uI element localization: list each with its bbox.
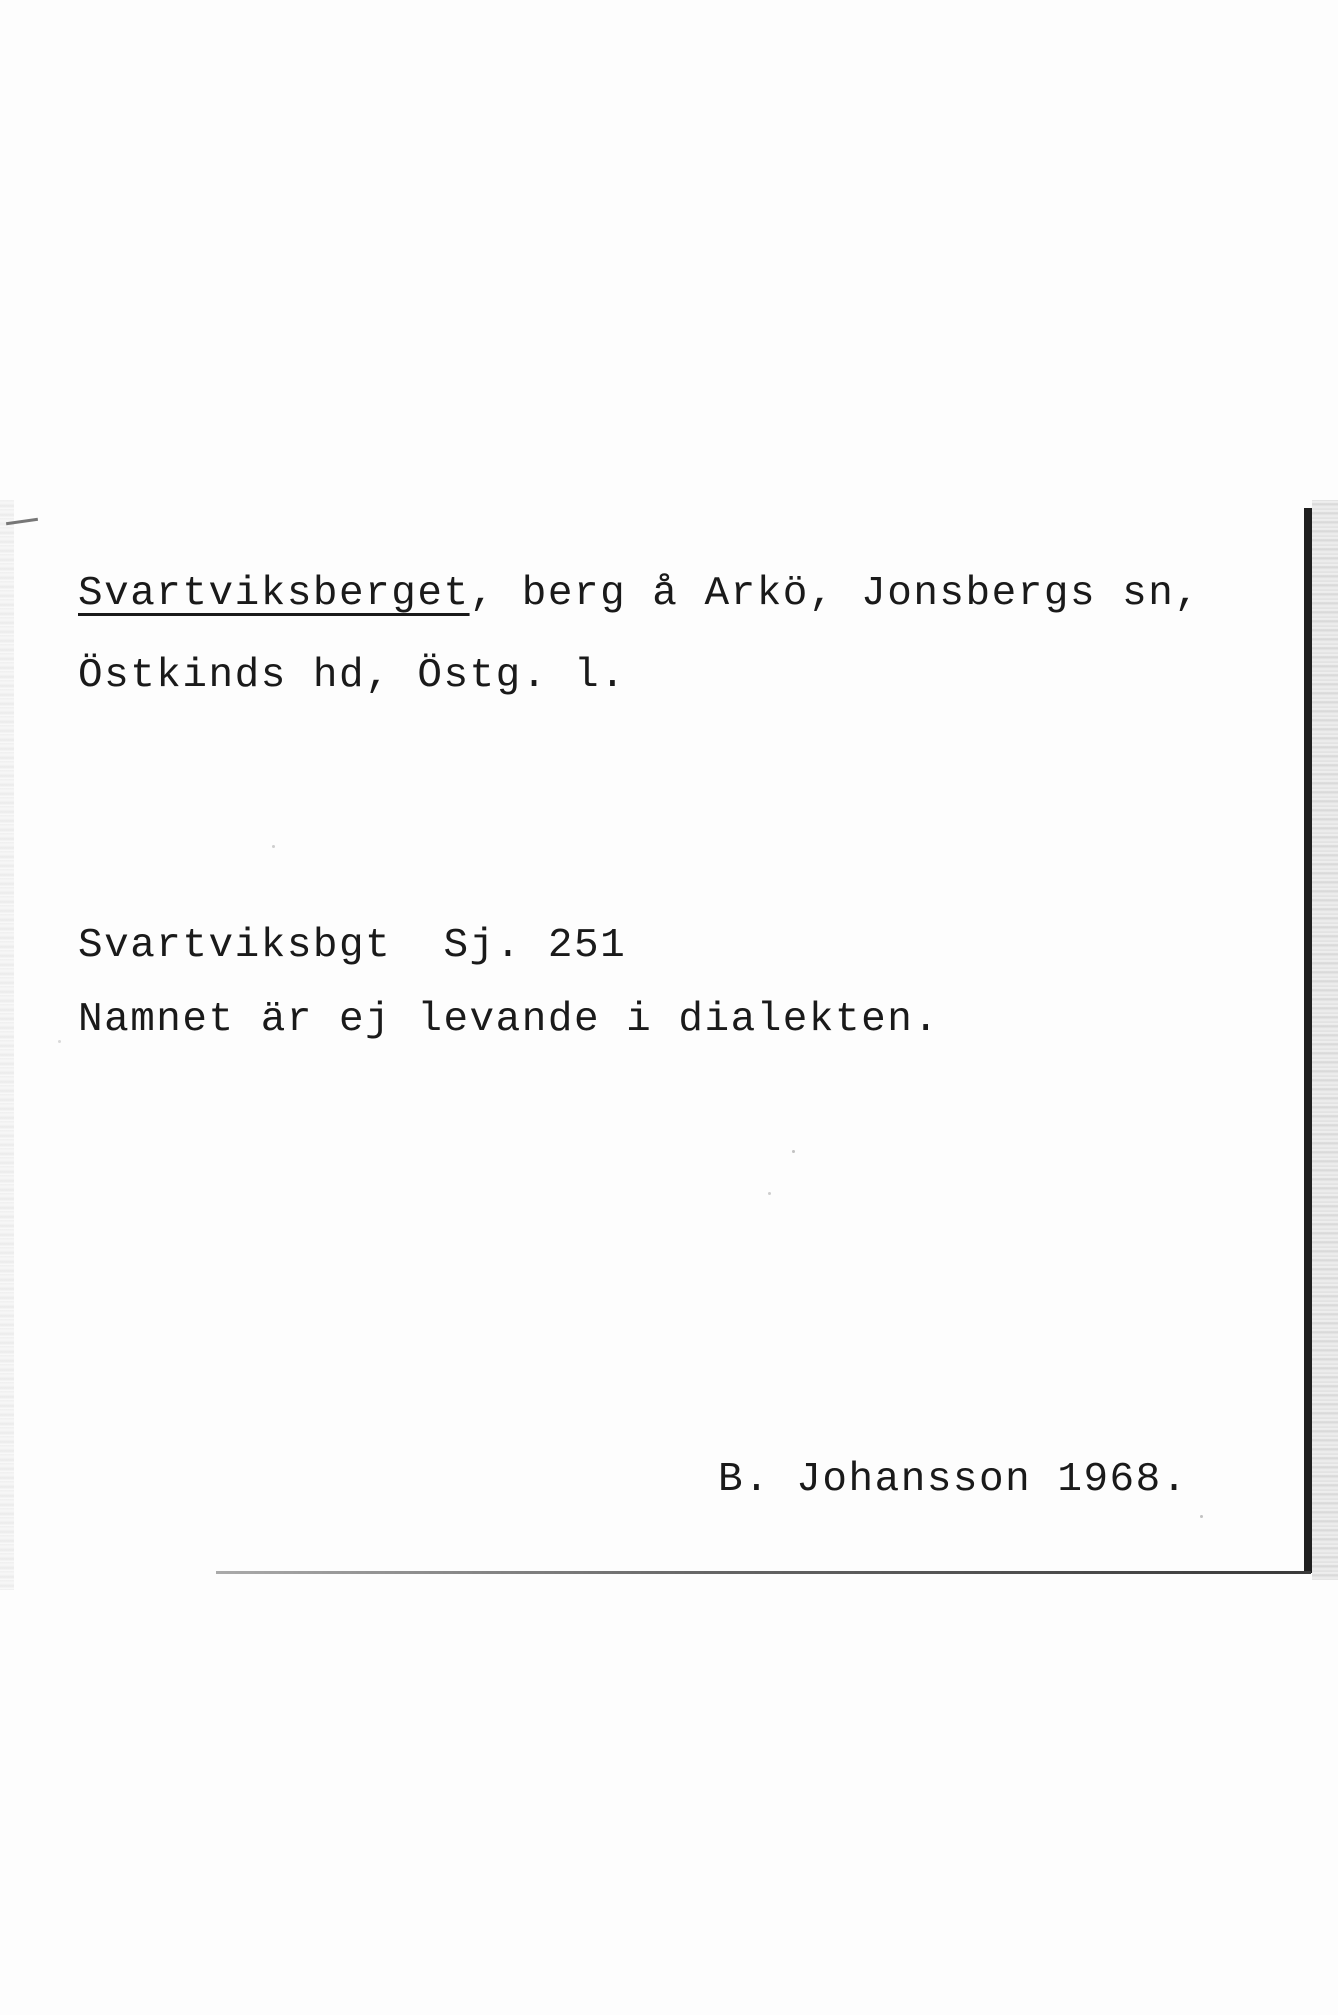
scan-speck	[58, 1040, 61, 1043]
map-reference-line: Svartviksbgt Sj. 251	[78, 923, 627, 969]
card-right-edge	[1304, 508, 1312, 1573]
dialect-note-line: Namnet är ej levande i dialekten.	[78, 997, 940, 1043]
scan-speck	[792, 1150, 795, 1153]
scan-right-noise	[1312, 500, 1338, 1580]
scan-speck	[272, 845, 275, 848]
scan-speck	[1200, 1515, 1203, 1518]
signature-line: B. Johansson 1968.	[718, 1457, 1188, 1503]
entry-description: , berg å Arkö, Jonsbergs sn,	[469, 571, 1201, 617]
scan-left-edge	[0, 500, 14, 1590]
card-bottom-edge	[216, 1571, 1311, 1574]
headword: Svartviksberget	[78, 571, 470, 617]
entry-line-1	[78, 571, 1201, 617]
scan-speck	[768, 1192, 771, 1195]
entry-line-2: Östkinds hd, Östg. l.	[78, 653, 627, 699]
